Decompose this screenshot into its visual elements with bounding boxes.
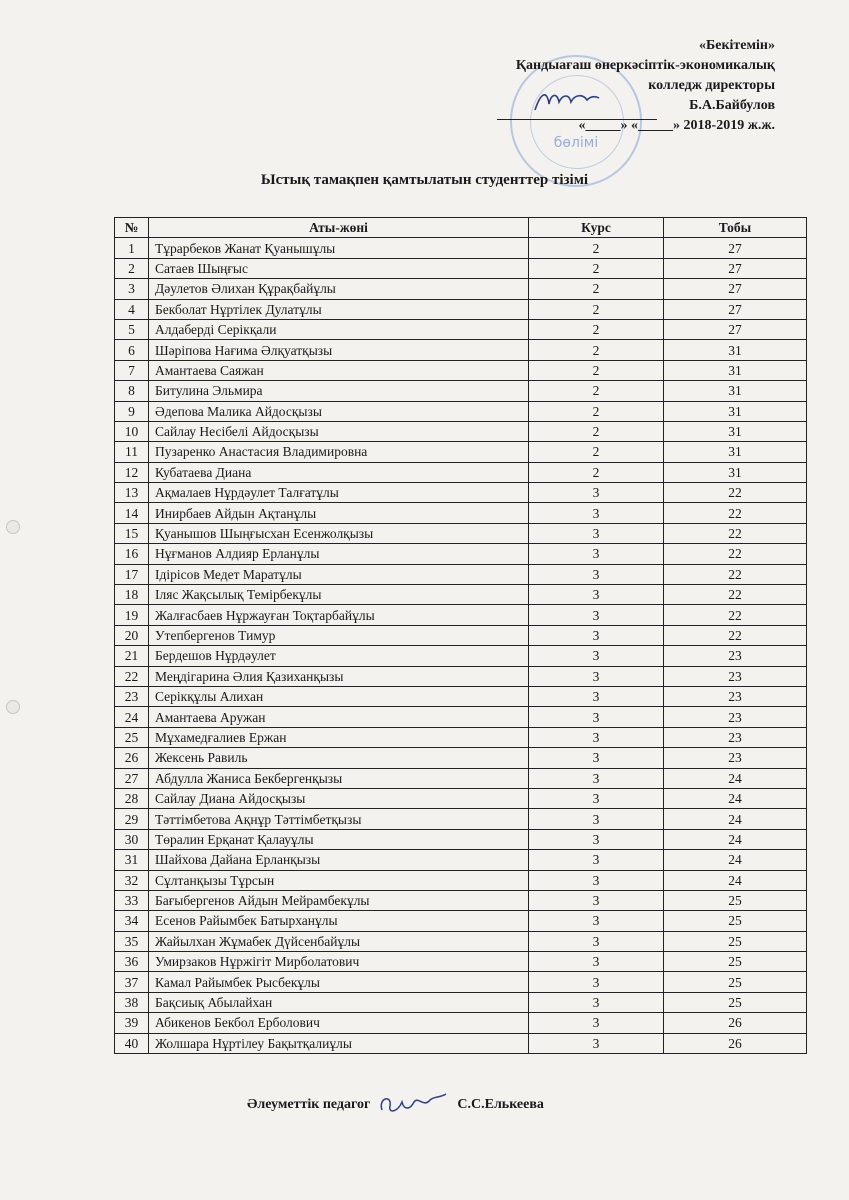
row-number: 23 — [115, 686, 149, 706]
course: 3 — [529, 523, 664, 543]
table-row — [115, 646, 807, 666]
table-row — [115, 809, 807, 829]
student-name: Тұрарбеков Жанат Қуанышұлы — [149, 238, 529, 258]
group: 24 — [664, 788, 807, 808]
group: 25 — [664, 992, 807, 1012]
course: 3 — [529, 972, 664, 992]
group: 25 — [664, 890, 807, 910]
group: 31 — [664, 360, 807, 380]
table-row — [115, 564, 807, 584]
student-name: Дәулетов Әлихан Құрақбайұлы — [149, 279, 529, 299]
table-row — [115, 727, 807, 747]
footer-signature-block — [247, 1090, 544, 1120]
row-number: 6 — [115, 340, 149, 360]
header-course: Курс — [529, 218, 664, 238]
group: 25 — [664, 911, 807, 931]
table-row — [115, 585, 807, 605]
group: 25 — [664, 931, 807, 951]
group: 22 — [664, 503, 807, 523]
row-number: 18 — [115, 585, 149, 605]
student-name: Ідірісов Медет Маратұлы — [149, 564, 529, 584]
table-row — [115, 238, 807, 258]
course: 2 — [529, 299, 664, 319]
student-name: Абдулла Жаниса Бекбергенқызы — [149, 768, 529, 788]
course: 3 — [529, 911, 664, 931]
students-table-wrap — [114, 217, 807, 1054]
group: 25 — [664, 972, 807, 992]
table-row — [115, 258, 807, 278]
table-row — [115, 972, 807, 992]
student-name: Инирбаев Айдын Ақтанұлы — [149, 503, 529, 523]
group: 27 — [664, 299, 807, 319]
table-row — [115, 748, 807, 768]
group: 24 — [664, 768, 807, 788]
row-number: 31 — [115, 850, 149, 870]
course: 2 — [529, 360, 664, 380]
row-number: 16 — [115, 544, 149, 564]
row-number: 40 — [115, 1033, 149, 1053]
table-row — [115, 952, 807, 972]
group: 31 — [664, 401, 807, 421]
director-signature-line — [497, 119, 657, 120]
student-name: Умирзаков Нұржігіт Мирболатович — [149, 952, 529, 972]
group: 22 — [664, 585, 807, 605]
table-row — [115, 768, 807, 788]
students-table — [114, 217, 807, 1054]
course: 3 — [529, 748, 664, 768]
table-row — [115, 992, 807, 1012]
student-name: Бақсиық Абылайхан — [149, 992, 529, 1012]
table-row — [115, 870, 807, 890]
group: 23 — [664, 727, 807, 747]
row-number: 34 — [115, 911, 149, 931]
group: 24 — [664, 809, 807, 829]
group: 27 — [664, 258, 807, 278]
table-row — [115, 1013, 807, 1033]
student-name: Нұғманов Алдияр Ерланұлы — [149, 544, 529, 564]
footer-name: С.С.Елькеева — [457, 1097, 544, 1113]
table-row — [115, 401, 807, 421]
course: 3 — [529, 625, 664, 645]
row-number: 29 — [115, 809, 149, 829]
table-row — [115, 890, 807, 910]
punch-hole — [6, 520, 20, 534]
pedagogue-signature — [374, 1090, 454, 1120]
row-number: 38 — [115, 992, 149, 1012]
group: 31 — [664, 340, 807, 360]
group: 23 — [664, 707, 807, 727]
row-number: 1 — [115, 238, 149, 258]
table-row — [115, 686, 807, 706]
row-number: 36 — [115, 952, 149, 972]
course: 3 — [529, 931, 664, 951]
group: 27 — [664, 279, 807, 299]
course: 3 — [529, 686, 664, 706]
student-name: Жалғасбаев Нұржауған Тоқтарбайұлы — [149, 605, 529, 625]
group: 26 — [664, 1033, 807, 1053]
group: 23 — [664, 666, 807, 686]
table-row — [115, 523, 807, 543]
row-number: 2 — [115, 258, 149, 278]
punch-hole — [6, 700, 20, 714]
group: 23 — [664, 748, 807, 768]
course: 3 — [529, 809, 664, 829]
row-number: 8 — [115, 381, 149, 401]
student-name: Бекболат Нұртілек Дулатұлы — [149, 299, 529, 319]
approval-heading: «Бекітемін» — [698, 38, 775, 53]
student-name: Шайхова Дайана Ерланқызы — [149, 850, 529, 870]
row-number: 33 — [115, 890, 149, 910]
group: 25 — [664, 952, 807, 972]
course: 3 — [529, 707, 664, 727]
group: 22 — [664, 523, 807, 543]
course: 3 — [529, 503, 664, 523]
approval-block — [445, 36, 775, 136]
course: 3 — [529, 788, 664, 808]
course: 3 — [529, 850, 664, 870]
footer-role: Әлеуметтік педагог — [247, 1097, 371, 1113]
row-number: 11 — [115, 442, 149, 462]
table-row — [115, 788, 807, 808]
student-name: Қуанышов Шыңғысхан Есенжолқызы — [149, 523, 529, 543]
student-name: Әдепова Малика Айдосқызы — [149, 401, 529, 421]
approval-college: Қандыағаш өнеркәсіптік-экономикалық — [515, 58, 775, 73]
table-header-row — [115, 218, 807, 238]
group: 26 — [664, 1013, 807, 1033]
course: 3 — [529, 992, 664, 1012]
table-row — [115, 360, 807, 380]
student-name: Есенов Райымбек Батырханұлы — [149, 911, 529, 931]
group: 31 — [664, 421, 807, 441]
table-row — [115, 421, 807, 441]
row-number: 21 — [115, 646, 149, 666]
student-name: Мұхамедғалиев Ержан — [149, 727, 529, 747]
row-number: 3 — [115, 279, 149, 299]
course: 3 — [529, 768, 664, 788]
director-signature — [531, 86, 601, 116]
student-name: Бердешов Нұрдәулет — [149, 646, 529, 666]
row-number: 7 — [115, 360, 149, 380]
table-row — [115, 299, 807, 319]
row-number: 26 — [115, 748, 149, 768]
course: 2 — [529, 442, 664, 462]
group: 24 — [664, 850, 807, 870]
row-number: 15 — [115, 523, 149, 543]
group: 22 — [664, 625, 807, 645]
group: 31 — [664, 462, 807, 482]
group: 22 — [664, 544, 807, 564]
course: 2 — [529, 319, 664, 339]
group: 22 — [664, 483, 807, 503]
group: 22 — [664, 605, 807, 625]
group: 31 — [664, 442, 807, 462]
table-row — [115, 442, 807, 462]
course: 3 — [529, 483, 664, 503]
course: 3 — [529, 646, 664, 666]
student-name: Жайылхан Жұмабек Дүйсенбайұлы — [149, 931, 529, 951]
student-name: Абикенов Бекбол Ерболович — [149, 1013, 529, 1033]
table-row — [115, 625, 807, 645]
table-row — [115, 850, 807, 870]
course: 3 — [529, 544, 664, 564]
course: 3 — [529, 952, 664, 972]
table-row — [115, 666, 807, 686]
header-number: № — [115, 218, 149, 238]
row-number: 25 — [115, 727, 149, 747]
student-name: Алдаберді Серікқали — [149, 319, 529, 339]
student-name: Амантаева Аружан — [149, 707, 529, 727]
row-number: 39 — [115, 1013, 149, 1033]
course: 2 — [529, 421, 664, 441]
table-row — [115, 931, 807, 951]
table-row — [115, 319, 807, 339]
row-number: 13 — [115, 483, 149, 503]
row-number: 28 — [115, 788, 149, 808]
group: 23 — [664, 646, 807, 666]
student-name: Төралин Ерқанат Қалауұлы — [149, 829, 529, 849]
course: 3 — [529, 585, 664, 605]
row-number: 27 — [115, 768, 149, 788]
row-number: 4 — [115, 299, 149, 319]
student-name: Тәттімбетова Ақнұр Тәттімбетқызы — [149, 809, 529, 829]
table-row — [115, 340, 807, 360]
course: 2 — [529, 462, 664, 482]
course: 2 — [529, 340, 664, 360]
group: 22 — [664, 564, 807, 584]
table-row — [115, 381, 807, 401]
row-number: 35 — [115, 931, 149, 951]
student-name: Утепбергенов Тимур — [149, 625, 529, 645]
course: 3 — [529, 829, 664, 849]
row-number: 9 — [115, 401, 149, 421]
course: 3 — [529, 1013, 664, 1033]
course: 2 — [529, 381, 664, 401]
student-name: Кубатаева Диана — [149, 462, 529, 482]
table-row — [115, 605, 807, 625]
table-row — [115, 503, 807, 523]
approval-position: колледж директоры — [648, 78, 775, 93]
student-name: Сұлтанқызы Тұрсын — [149, 870, 529, 890]
student-name: Ақмалаев Нұрдәулет Талғатұлы — [149, 483, 529, 503]
course: 3 — [529, 564, 664, 584]
student-name: Амантаева Саяжан — [149, 360, 529, 380]
course: 2 — [529, 238, 664, 258]
table-row — [115, 279, 807, 299]
student-name: Сайлау Диана Айдосқызы — [149, 788, 529, 808]
header-full-name: Аты-жөні — [149, 218, 529, 238]
group: 24 — [664, 829, 807, 849]
student-name: Сайлау Несібелі Айдосқызы — [149, 421, 529, 441]
row-number: 19 — [115, 605, 149, 625]
group: 27 — [664, 238, 807, 258]
student-name: Жексень Равиль — [149, 748, 529, 768]
course: 3 — [529, 727, 664, 747]
row-number: 20 — [115, 625, 149, 645]
course: 3 — [529, 870, 664, 890]
row-number: 5 — [115, 319, 149, 339]
course: 2 — [529, 401, 664, 421]
student-name: Шәріпова Нағима Әлқуатқызы — [149, 340, 529, 360]
stamp-text: бөлімі — [553, 135, 599, 151]
group: 23 — [664, 686, 807, 706]
row-number: 22 — [115, 666, 149, 686]
group: 24 — [664, 870, 807, 890]
row-number: 30 — [115, 829, 149, 849]
header-group: Тобы — [664, 218, 807, 238]
table-row — [115, 544, 807, 564]
student-name: Іляс Жақсылық Темірбекұлы — [149, 585, 529, 605]
student-name: Пузаренко Анастасия Владимировна — [149, 442, 529, 462]
row-number: 10 — [115, 421, 149, 441]
table-row — [115, 707, 807, 727]
course: 3 — [529, 666, 664, 686]
course: 3 — [529, 890, 664, 910]
row-number: 37 — [115, 972, 149, 992]
table-row — [115, 462, 807, 482]
table-row — [115, 911, 807, 931]
group: 31 — [664, 381, 807, 401]
course: 2 — [529, 258, 664, 278]
student-name: Бағыбергенов Айдын Мейрамбекұлы — [149, 890, 529, 910]
approval-date: «_____» «_____» 2018-2019 ж.ж. — [578, 118, 775, 133]
student-name: Битулина Эльмира — [149, 381, 529, 401]
student-name: Меңдігарина Әлия Қазиханқызы — [149, 666, 529, 686]
row-number: 32 — [115, 870, 149, 890]
student-name: Серікқұлы Алихан — [149, 686, 529, 706]
approval-director-name: Б.А.Байбулов — [689, 98, 775, 113]
row-number: 12 — [115, 462, 149, 482]
row-number: 17 — [115, 564, 149, 584]
course: 3 — [529, 1033, 664, 1053]
row-number: 14 — [115, 503, 149, 523]
table-row — [115, 1033, 807, 1053]
table-row — [115, 829, 807, 849]
course: 2 — [529, 279, 664, 299]
table-row — [115, 483, 807, 503]
student-name: Сатаев Шыңғыс — [149, 258, 529, 278]
student-name: Жолшара Нұртілеу Бақытқалиұлы — [149, 1033, 529, 1053]
student-name: Камал Райымбек Рысбекұлы — [149, 972, 529, 992]
course: 3 — [529, 605, 664, 625]
table-body — [115, 238, 807, 1054]
row-number: 24 — [115, 707, 149, 727]
document-title: Ыстық тамақпен қамтылатын студенттер тізімі — [260, 172, 589, 188]
group: 27 — [664, 319, 807, 339]
